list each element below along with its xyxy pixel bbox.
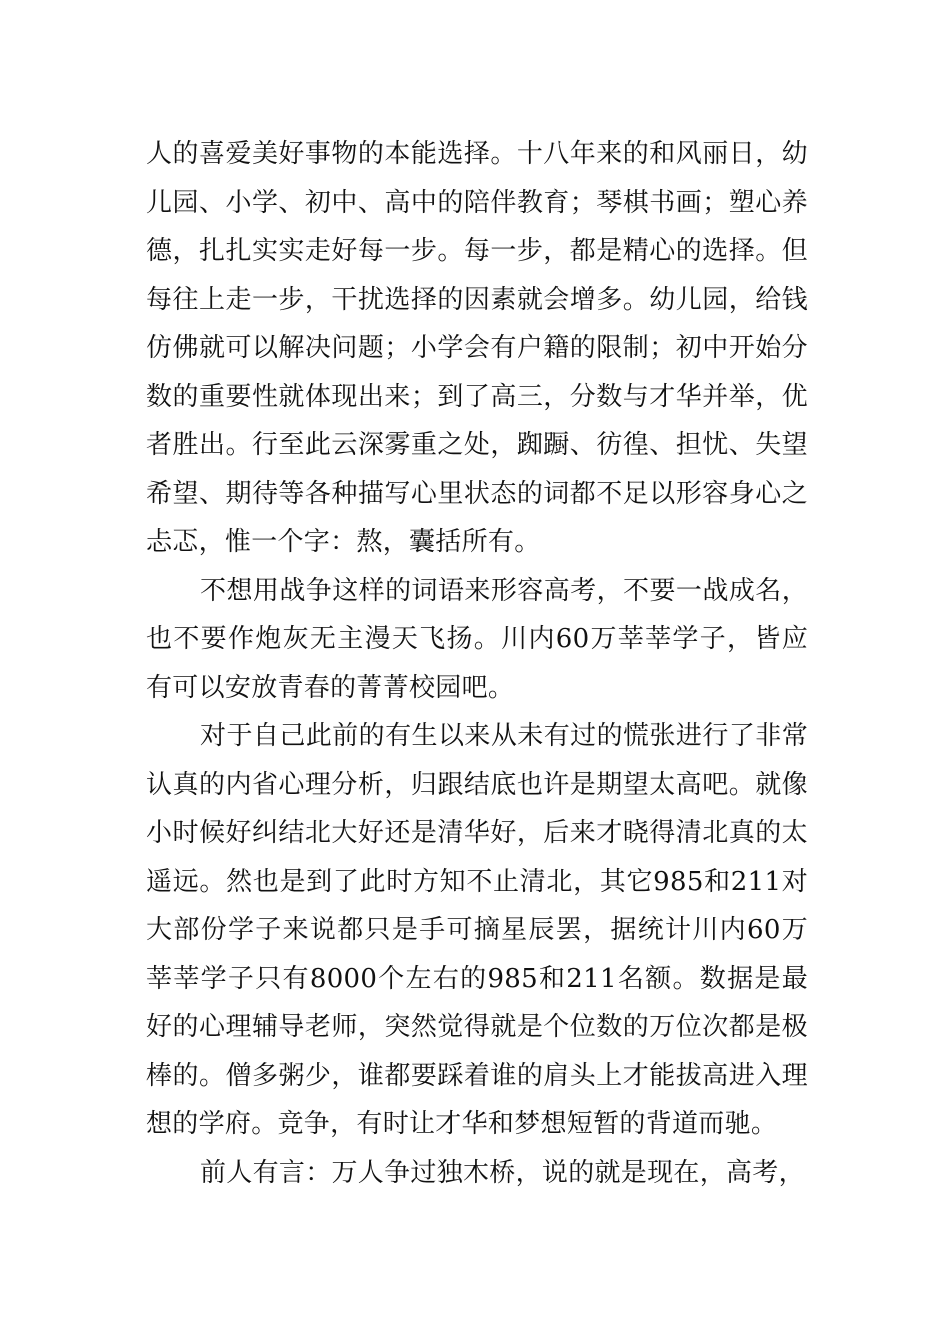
document-page — [146, 130, 808, 1197]
paragraph-3: 对于自己此前的有生以来从未有过的慌张进行了非常认真的内省心理分析，归跟结底也许是期望太高吧。就像小时候好纠结北大好还是清华好，后来才晓得清北真的太遥远。然也是到了此时方知不止清北，其它985和211对大部份学子来说都只是手可摘星辰罢，据统计川内60万莘莘学子只有8000个左右的985和211名额。数据是最好的心理辅导老师，突然觉得就是个位数的万位次都是极棒的。僧多粥少，谁都要踩着谁的肩头上才能拔高进入理想的学府。竞争，有时让才华和梦想短暂的背道而驰。 — [146, 721, 808, 1139]
paragraph-1: 人的喜爱美好事物的本能选择。十八年来的和风丽日，幼儿园、小学、初中、高中的陪伴教育；琴棋书画；塑心养德，扎扎实实走好每一步。每一步，都是精心的选择。但每往上走一步，干扰选择的因素就会增多。幼儿园，给钱仿佛就可以解决问题；小学会有户籍的限制；初中开始分数的重要性就体现出来；到了高三，分数与才华并举，优者胜出。行至此云深雾重之处，踟蹰、彷徨、担忧、失望希望、期待等各种描写心里状态的词都不足以形容身心之忐忑，惟一个字：熬，囊括所有。 — [146, 139, 808, 557]
paragraph-4: 前人有言：万人争过独木桥，说的就是现在，高考， — [200, 1157, 805, 1188]
paragraph-2: 不想用战争这样的词语来形容高考，不要一战成名，也不要作炮灰无主漫天飞扬。川内60万莘莘学子，皆应有可以安放青春的菁菁校园吧。 — [146, 575, 808, 703]
